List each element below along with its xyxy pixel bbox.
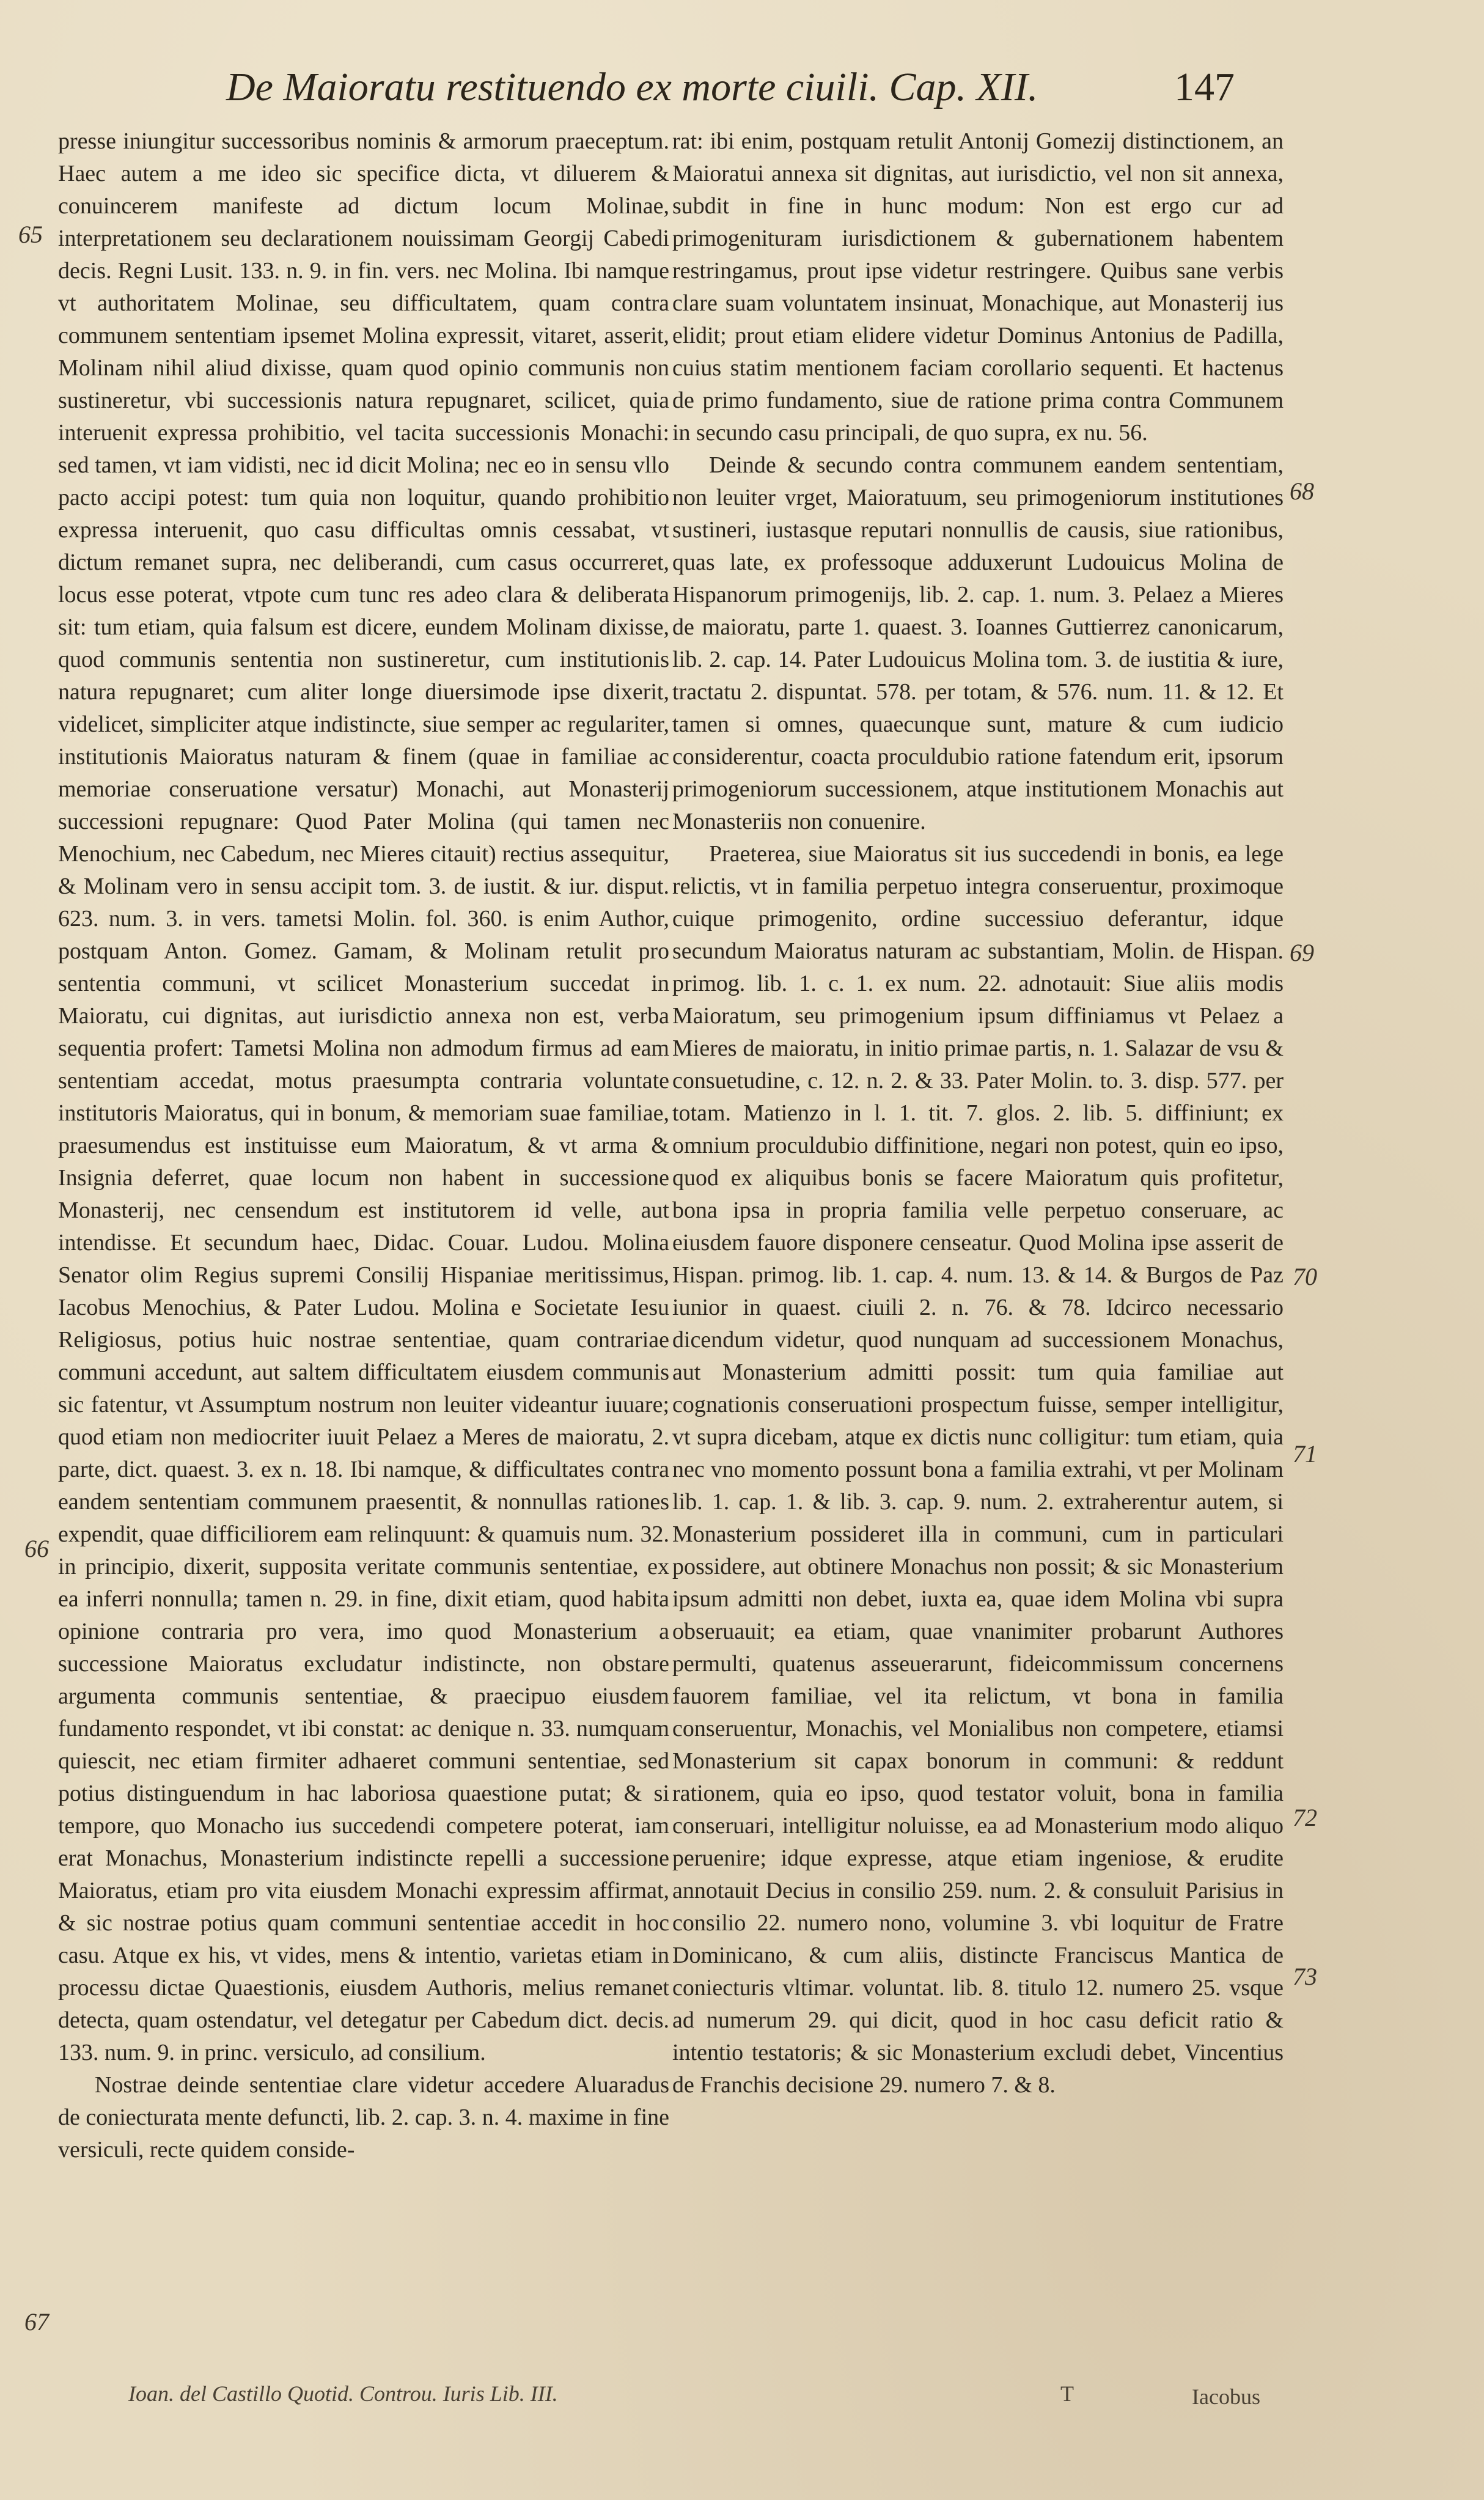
running-title: De Maioratu restituendo ex morte ciuili. Cap. XII. [226,65,1038,109]
margin-number: 72 [1293,1804,1317,1831]
margin-number: 73 [1293,1963,1317,1990]
margin-number: 70 [1293,1263,1317,1290]
signature-mark: T [1060,2381,1074,2406]
right-column [672,125,1284,2350]
left-paragraph-2: Nostrae deinde sententiae clare videtur accedere Aluaradus de coniecturata mente defuncti, lib. 2. cap. 3. n. 4. maxime in fine versiculi, recte quidem conside- [58,2072,669,2163]
page-header [226,64,1235,119]
right-paragraph-1: rat: ibi enim, postquam retulit Antonij Gomezij distinctionem, an Maioratui annexa sit dignitas, aut iurisdictio, vel non sit annexa, subdit in fine in hunc modum: Non est ergo cur ad primogenituram iurisdictionem & gubernationem habentem restringamus, prout ipse videtur restringere. Quibus sane verbis clare suam voluntatem insinuat, Monachique, aut Monasterij ius elidit; prout etiam elidere videtur Dominus Antonius de Padilla, cuius statim mentionem faciam corollario sequenti. Et hactenus de primo fundamento, siue de ratione prima contra Communem in secundo casu principali, de quo supra, ex nu. 56. [672,128,1284,446]
margin-number: 71 [1293,1440,1317,1468]
margin-number: 69 [1290,939,1314,966]
margin-number: 67 [24,2308,49,2336]
margin-number: 65 [18,221,43,248]
left-paragraph-1: presse iniungitur successoribus nominis & armorum praeceptum. Haec autem a me ideo sic specifice dicta, vt diluerem & conuincerem manifeste ad dictum locum Molinae, interpretationem seu declarationem nouissimam Georgij Cabedi decis. Regni Lusit. 133. n. 9. in fin. vers. nec Molina. Ibi namque vt authoritatem Molinae, seu difficultatem, quam contra communem sententiam ipsemet Molina expressit, vitaret, asserit, Molinam nihil aliud dixisse, quam quod opinio communis non sustineretur, vbi successionis natura repugnaret, scilicet, quia interuenit expressa prohibitio, vel tacita successionis Monachi: sed tamen, vt iam vidisti, nec id dicit Molina; nec eo in sensu vllo pacto accipi potest: tum quia non loquitur, quando prohibitio expressa interuenit, quo casu difficultas omnis cessabat, vt dictum remanet supra, nec deliberandi, cum casus occurreret, locus esse poterat, vtpote cum tunc res adeo clara & deliberata sit: tum etiam, quia falsum est dicere, eundem Molinam dixisse, quod communis sententia non sustineretur, cum institutionis natura repugnaret; cum aliter longe diuersimode ipse dixerit, videlicet, simpliciter atque indistincte, siue semper ac regulariter, institutionis Maioratus naturam & finem (quae in familiae ac memoriae conseruatione versatur) Monachi, aut Monasterij successioni repugnare: Quod Pater Molina (qui tamen nec Menochium, nec Cabedum, nec Mieres citauit) rectius assequitur, & Molinam vero in sensu accipit tom. 3. de iustit. & iur. disput. 623. num. 3. in vers. tametsi Molin. fol. 360. is enim Author, postquam Anton. Gomez. Gamam, & Molinam retulit pro sententia communi, vt scilicet Monasterium succedat in Maioratu, cui dignitas, aut iurisdictio annexa non est, verba sequentia profert: Tametsi Molina non admodum firmus ad eam sententiam accedat, motus praesumpta contraria voluntate institutoris Maioratus, qui in bonum, & memoriam suae familiae, praesumendus est instituisse eum Maioratum, & vt arma & Insignia deferret, quae locum non habent in successione Monasterij, nec censendum est institutorem id velle, aut intendisse. Et secundum haec, Didac. Couar. Ludou. Molina Senator olim Regius supremi Consilij Hispaniae meritissimus, Iacobus Menochius, & Pater Ludou. Molina e Societate Iesu Religiosus, potius huic nostrae sententiae, quam contrariae communi accedunt, aut saltem difficultatem eiusdem communis sic fatentur, vt Assumptum nostrum non leuiter videantur iuuare; quod etiam non mediocriter iuuit Pelaez a Meres de maioratu, 2. parte, dict. quaest. 3. ex n. 18. Ibi namque, & difficultates contra eandem sententiam communem praesentit, & nonnullas rationes expendit, quae difficiliorem eam relinquunt: & quamuis num. 32. in principio, dixerit, supposita veritate communis sententiae, ex ea inferri nonnulla; tamen n. 29. in fine, dixit etiam, quod habita opinione contraria pro vera, imo quod Monasterium a successione Maioratus excludatur indistincte, non obstare argumenta communis sententiae, & praecipuo eiusdem fundamento respondet, vt ibi constat: ac denique n. 33. numquam quiescit, nec etiam firmiter adhaeret communi sententiae, sed potius distinguendum in hac laboriosa quaestione putat; & si tempore, quo Monacho ius succedendi competere poterat, iam erat Monachus, Monasterium indistincte repelli a successione Maioratus, etiam pro vita eiusdem Monachi expressim affirmat, & sic nostrae potius quam communi sententiae accedit in hoc casu. Atque ex his, vt vides, mens & intentio, varietas etiam in processu dictae Quaestionis, eiusdem Authoris, melius remanet detecta, quam ostendatur, vel detegatur per Cabedum dict. decis. 133. num. 9. in princ. versiculo, ad consilium. [58,128,669,2065]
left-column [58,125,669,2350]
right-paragraph-3: Praeterea, siue Maioratus sit ius succedendi in bonis, ea lege relictis, vt in familia perpetuo integra conseruentur, proximoque cuique primogenito, ordine successiuo deferantur, idque secundum Maioratus naturam ac substantiam, Molin. de Hispan. primog. lib. 1. c. 1. ex num. 22. adnotauit: Siue aliis modis Maioratum, seu primogenium ipsum diffiniamus vt Pelaez a Mieres de maioratu, in initio primae partis, n. 1. Salazar de vsu & consuetudine, c. 12. n. 2. & 33. Pater Molin. to. 3. disp. 577. per totam. Matienzo in l. 1. tit. 7. glos. 2. lib. 5. diffiniunt; ex omnium proculdubio diffinitione, negari non potest, quin eo ipso, quod ex aliquibus bonis se facere Maioratum quis profitetur, bona ipsa in propria familia velle perpetuo conseruare, ac eiusdem fauore disponere censeatur. Quod Molina ipse asserit de Hispan. primog. lib. 1. cap. 4. num. 13. & 14. & Burgos de Paz iunior in quaest. ciuili 2. n. 76. & 78. Idcirco necessario dicendum videtur, quod nunquam ad successionem Monachus, aut Monasterium admitti possit: tum quia familiae aut cognationis conseruationi prospectum fuisse, semper intelligitur, vt supra dicebam, atque ex dictis nunc colligitur: tum etiam, quia nec vno momento possunt bona a familia extrahi, vt per Molinam lib. 1. cap. 1. & lib. 3. cap. 9. num. 2. extraherentur autem, si Monasterium possideret illa in communi, cum in particulari possidere, aut obtinere Monachus non possit; & sic Monasterium ipsum admitti non debet, iuxta ea, quae idem Molina vbi supra obseruauit; ea etiam, quae vnanimiter probarunt Authores permulti, quatenus asseuerarunt, fideicommissum concernens fauorem familiae, vel ita relictum, vt bona in familia conseruentur, Monachis, vel Monialibus non competere, etiamsi Monasterium sit capax bonorum in communi: & reddunt rationem, quia eo ipso, quod testator voluit, bona in familia conseruari, intelligitur noluisse, ea ad Monasterium modo aliquo peruenire; idque expresse, atque etiam ingeniose, & erudite annotauit Decius in consilio 259. num. 2. & consuluit Parisius in consilio 22. numero nono, volumine 3. vbi loquitur de Fratre Dominicano, & cum aliis, distincte Franciscus Mantica de coniecturis vltimar. voluntat. lib. 8. titulo 12. numero 25. vsque ad numerum 29. qui dicit, quod in hoc casu deficit ratio & intentio testatoris; & sic Monasterium excludi debet, Vincentius de Franchis decisione 29. numero 7. & 8. [672,841,1284,2098]
catchword: Iacobus [1192,2384,1260,2409]
margin-number: 68 [1290,477,1314,505]
folio-number: 147 [1174,65,1235,109]
margin-number: 66 [24,1535,49,1562]
running-footer: Ioan. del Castillo Quotid. Controu. Iuris Lib. III. [128,2381,558,2406]
right-paragraph-2: Deinde & secundo contra communem eandem sententiam, non leuiter vrget, Maioratuum, seu primogeniorum institutiones sustineri, iustasque reputari nonnullis de causis, siue rationibus, quas late, ex professoque adduxerunt Ludouicus Molina de Hispanorum primogenijs, lib. 2. cap. 1. num. 3. Pelaez a Mieres de maioratu, parte 1. quaest. 3. Ioannes Guttierrez canonicarum, lib. 2. cap. 14. Pater Ludouicus Molina tom. 3. de iustitia & iure, tractatu 2. dispuntat. 578. per totam, & 576. num. 11. & 12. Et tamen si omnes, quaecunque sunt, mature & cum iudicio considerentur, coacta proculdubio ratione fatendum erit, ipsorum primogeniorum successionem, atque institutionem Monachis aut Monasteriis non conuenire. [672,452,1284,834]
